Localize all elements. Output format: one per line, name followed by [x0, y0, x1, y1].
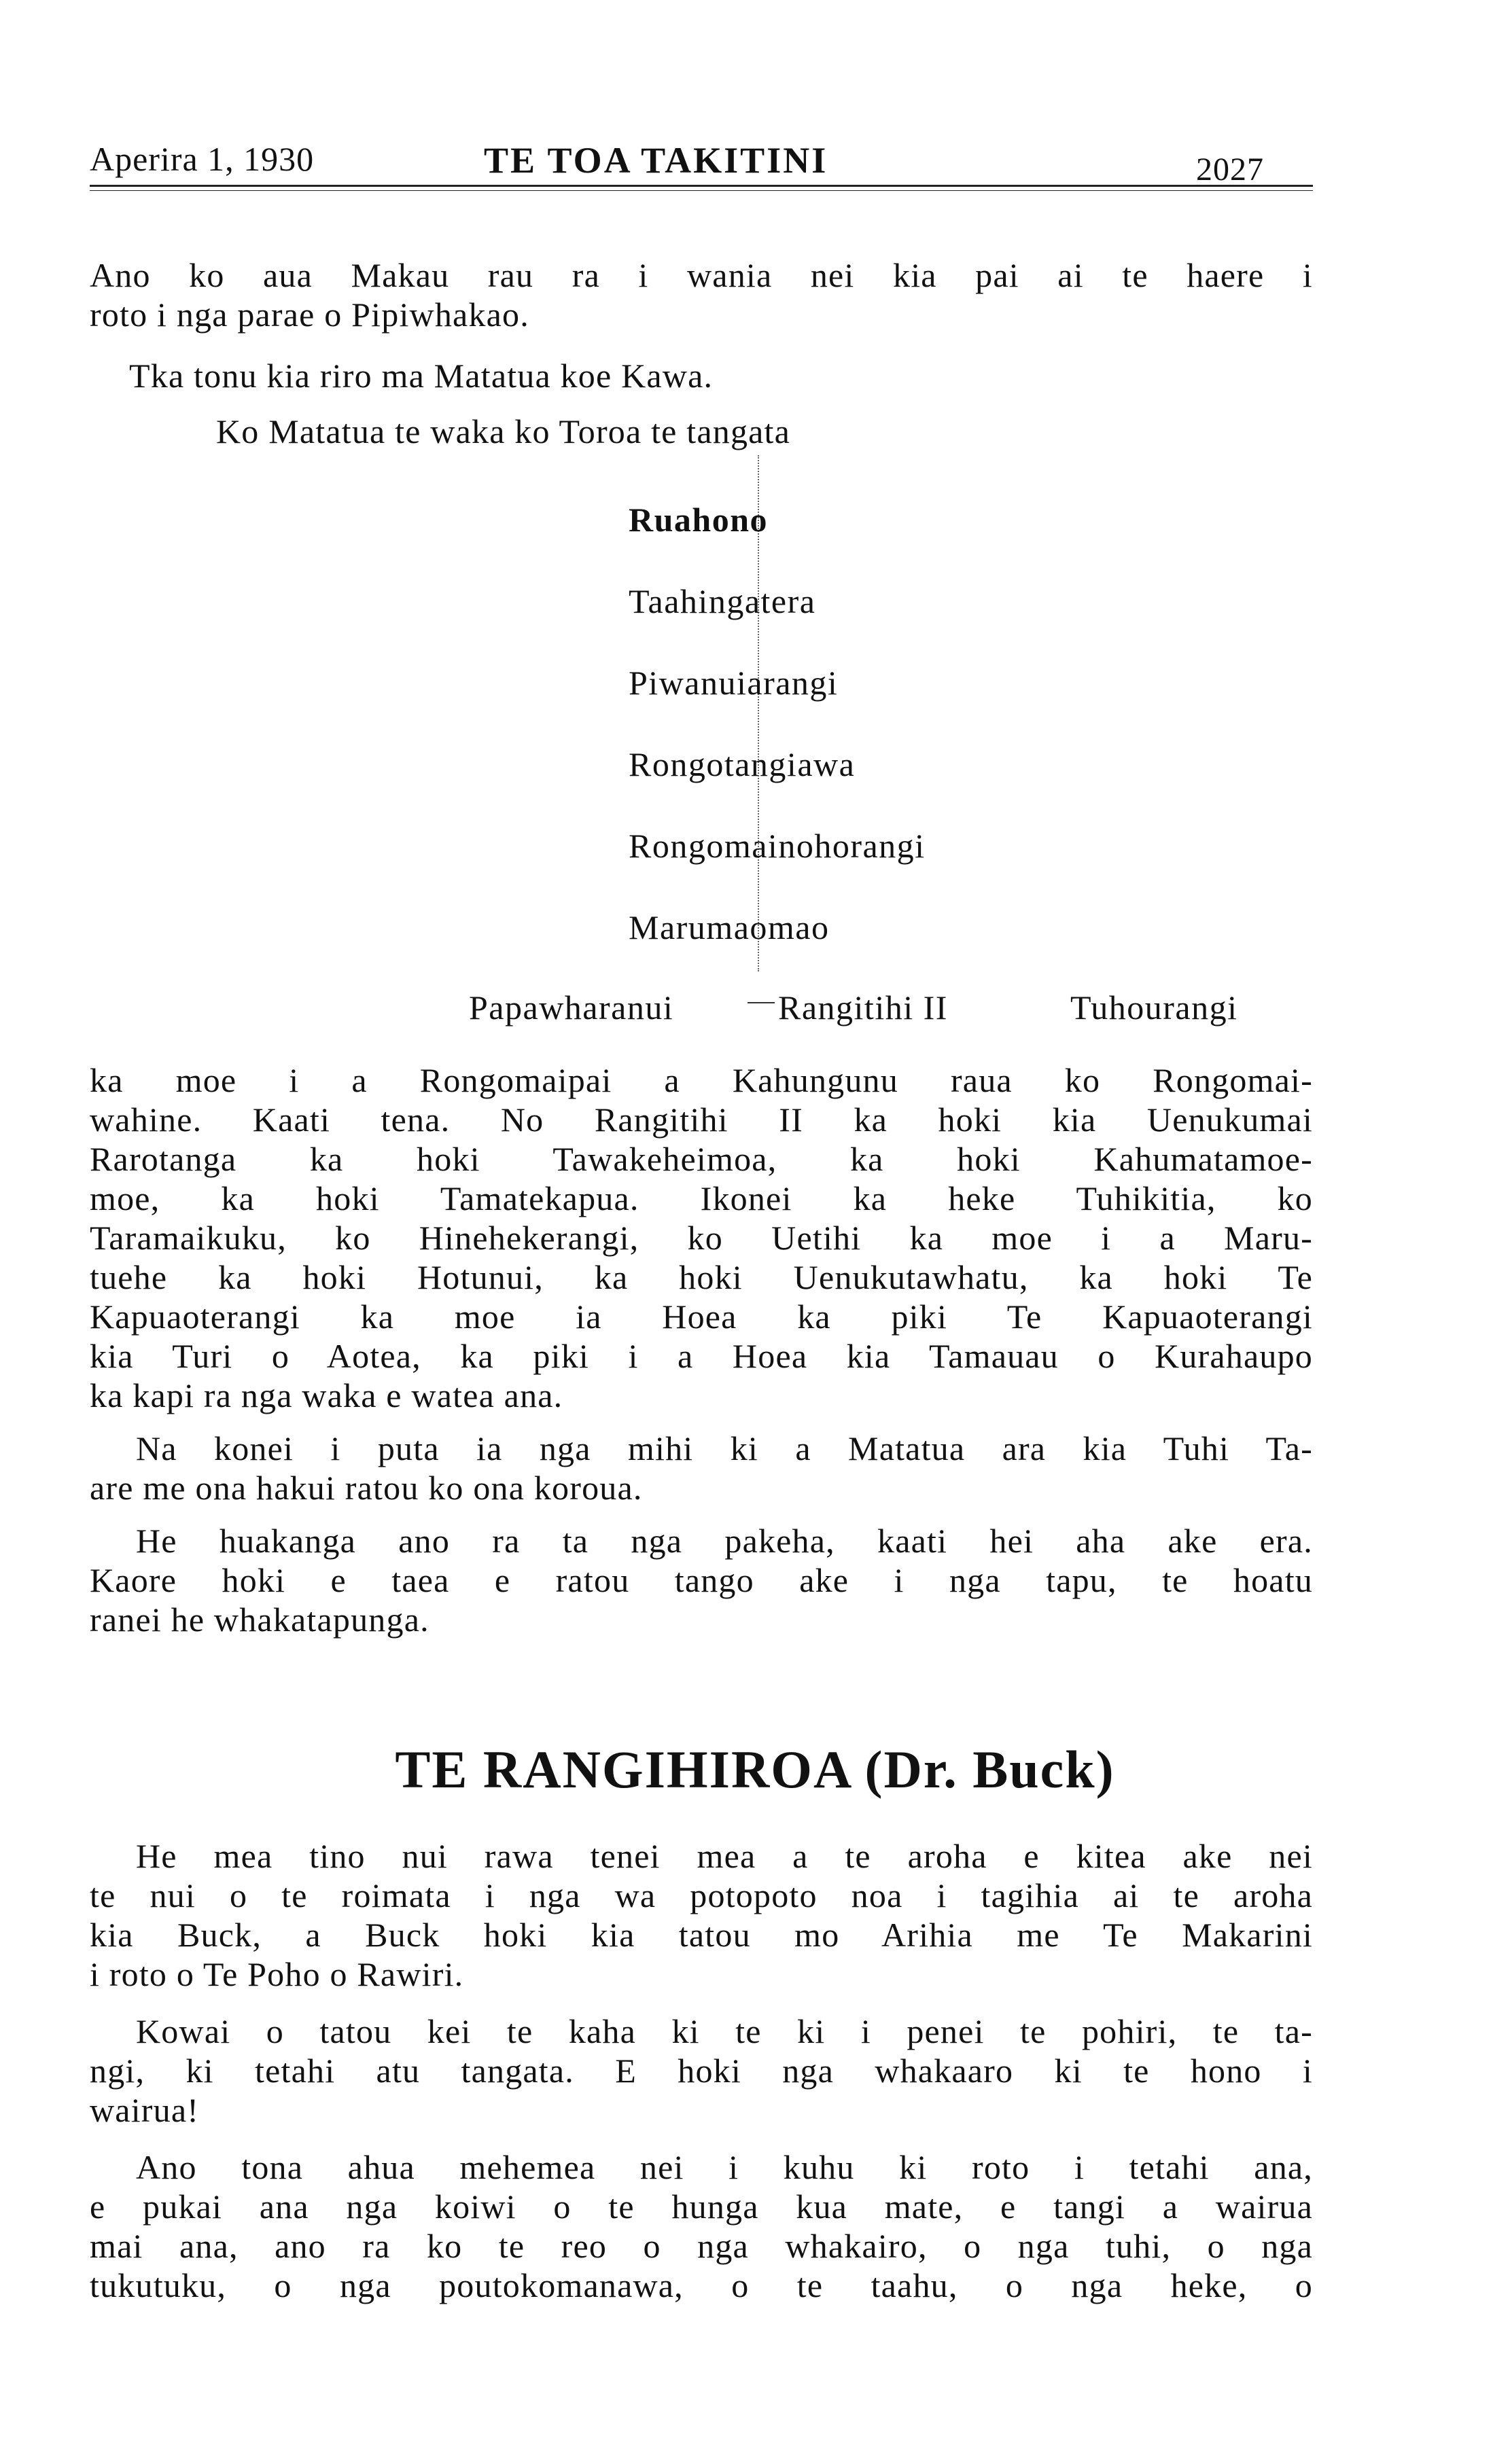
section-heading: TE RANGIHIROA (Dr. Buck) — [395, 1740, 1115, 1799]
paragraph-line: Kapuaoterangi ka moe ia Hoea ka piki Te Kapuaoterangi — [90, 1298, 1313, 1336]
paragraph-line: are me ona hakui ratou ko ona koroua. — [90, 1469, 643, 1507]
paragraph-line: Ano tona ahua mehemea nei i kuhu ki roto i tetahi ana, — [136, 2148, 1313, 2186]
paragraph-line: te nui o te roimata i nga wa potopoto noa i tagihia ai te aroha — [90, 1876, 1313, 1914]
intro-line: Tka tonu kia riro ma Matatua koe Kawa. — [129, 357, 714, 395]
paragraph-line: kia Turi o Aotea, ka piki i a Hoea kia Tamauau o Kurahaupo — [90, 1337, 1313, 1375]
paragraph-line: Rarotanga ka hoki Tawakeheimoa, ka hoki Kahumatamoe- — [90, 1140, 1313, 1178]
paragraph-line: Kaore hoki e taea e ratou tango ake i nga tapu, te hoatu — [90, 1561, 1313, 1599]
paragraph-line: tukutuku, o nga poutokomanawa, o te taahu, o nga heke, o — [90, 2266, 1313, 2304]
genealogy-final-left: Papawharanui — [469, 988, 674, 1026]
paragraph-line: ranei he whakatapunga. — [90, 1601, 429, 1639]
paragraph-line: kia Buck, a Buck hoki kia tatou mo Arihia me Te Makarini — [90, 1916, 1313, 1954]
paragraph-line: He mea tino nui rawa tenei mea a te aroha e kitea ake nei — [136, 1837, 1313, 1875]
paragraph-line: tuehe ka hoki Hotunui, ka hoki Uenukutawhatu, ka hoki Te — [90, 1258, 1313, 1296]
genealogy-name: Rongomainohorangi — [629, 827, 926, 865]
paragraph-line: wahine. Kaati tena. No Rangitihi II ka hoki kia Uenukumai — [90, 1101, 1313, 1139]
header-title: TE TOA TAKITINI — [484, 140, 828, 181]
paragraph-line: mai ana, ano ra ko te reo o nga whakairo, o nga tuhi, o nga — [90, 2227, 1313, 2265]
genealogy-branch-rule — [748, 1002, 775, 1003]
paragraph-line: i roto o Te Poho o Rawiri. — [90, 1955, 464, 1993]
genealogy-name: Ruahono — [629, 501, 769, 539]
paragraph-line: Na konei i puta ia nga mihi ki a Matatua ara kia Tuhi Ta- — [136, 1429, 1313, 1467]
intro-line: Ko Matatua te waka ko Toroa te tangata — [216, 412, 791, 450]
header-rule-thin — [90, 190, 1313, 191]
genealogy-name: Taahingatera — [629, 582, 816, 620]
paragraph-line: e pukai ana nga koiwi o te hunga kua mate, e tangi a wairua — [90, 2188, 1313, 2226]
paragraph-line: Kowai o tatou kei te kaha ki te ki i penei te pohiri, te ta- — [136, 2012, 1313, 2050]
paragraph-line: moe, ka hoki Tamatekapua. Ikonei ka heke Tuhikitia, ko — [90, 1179, 1313, 1217]
paragraph-line: ka kapi ra nga waka e watea ana. — [90, 1376, 563, 1414]
intro-line: roto i nga parae o Pipiwhakao. — [90, 296, 529, 334]
intro-line: Ano ko aua Makau rau ra i wania nei kia pai ai te haere i — [90, 256, 1313, 294]
genealogy-name: Marumaomao — [629, 908, 830, 946]
genealogy-final-center: Rangitihi II — [778, 988, 948, 1026]
paragraph-line: He huakanga ano ra ta nga pakeha, kaati hei aha ake era. — [136, 1522, 1313, 1560]
page-number: 2027 — [1196, 151, 1264, 188]
genealogy-name: Rongotangiawa — [629, 745, 856, 783]
paragraph-line: wairua! — [90, 2091, 200, 2129]
genealogy-name: Piwanuiarangi — [629, 664, 839, 702]
paragraph-line: ka moe i a Rongomaipai a Kahungunu raua ko Rongomai- — [90, 1061, 1313, 1099]
paragraph-line: Taramaikuku, ko Hinehekerangi, ko Uetihi ka moe i a Maru- — [90, 1219, 1313, 1257]
header-rule — [90, 185, 1313, 187]
paragraph-line: ngi, ki tetahi atu tangata. E hoki nga whakaaro ki te hono i — [90, 2052, 1313, 2090]
header-date: Aperira 1, 1930 — [90, 140, 315, 178]
genealogy-final-right: Tuhourangi — [1070, 988, 1238, 1026]
